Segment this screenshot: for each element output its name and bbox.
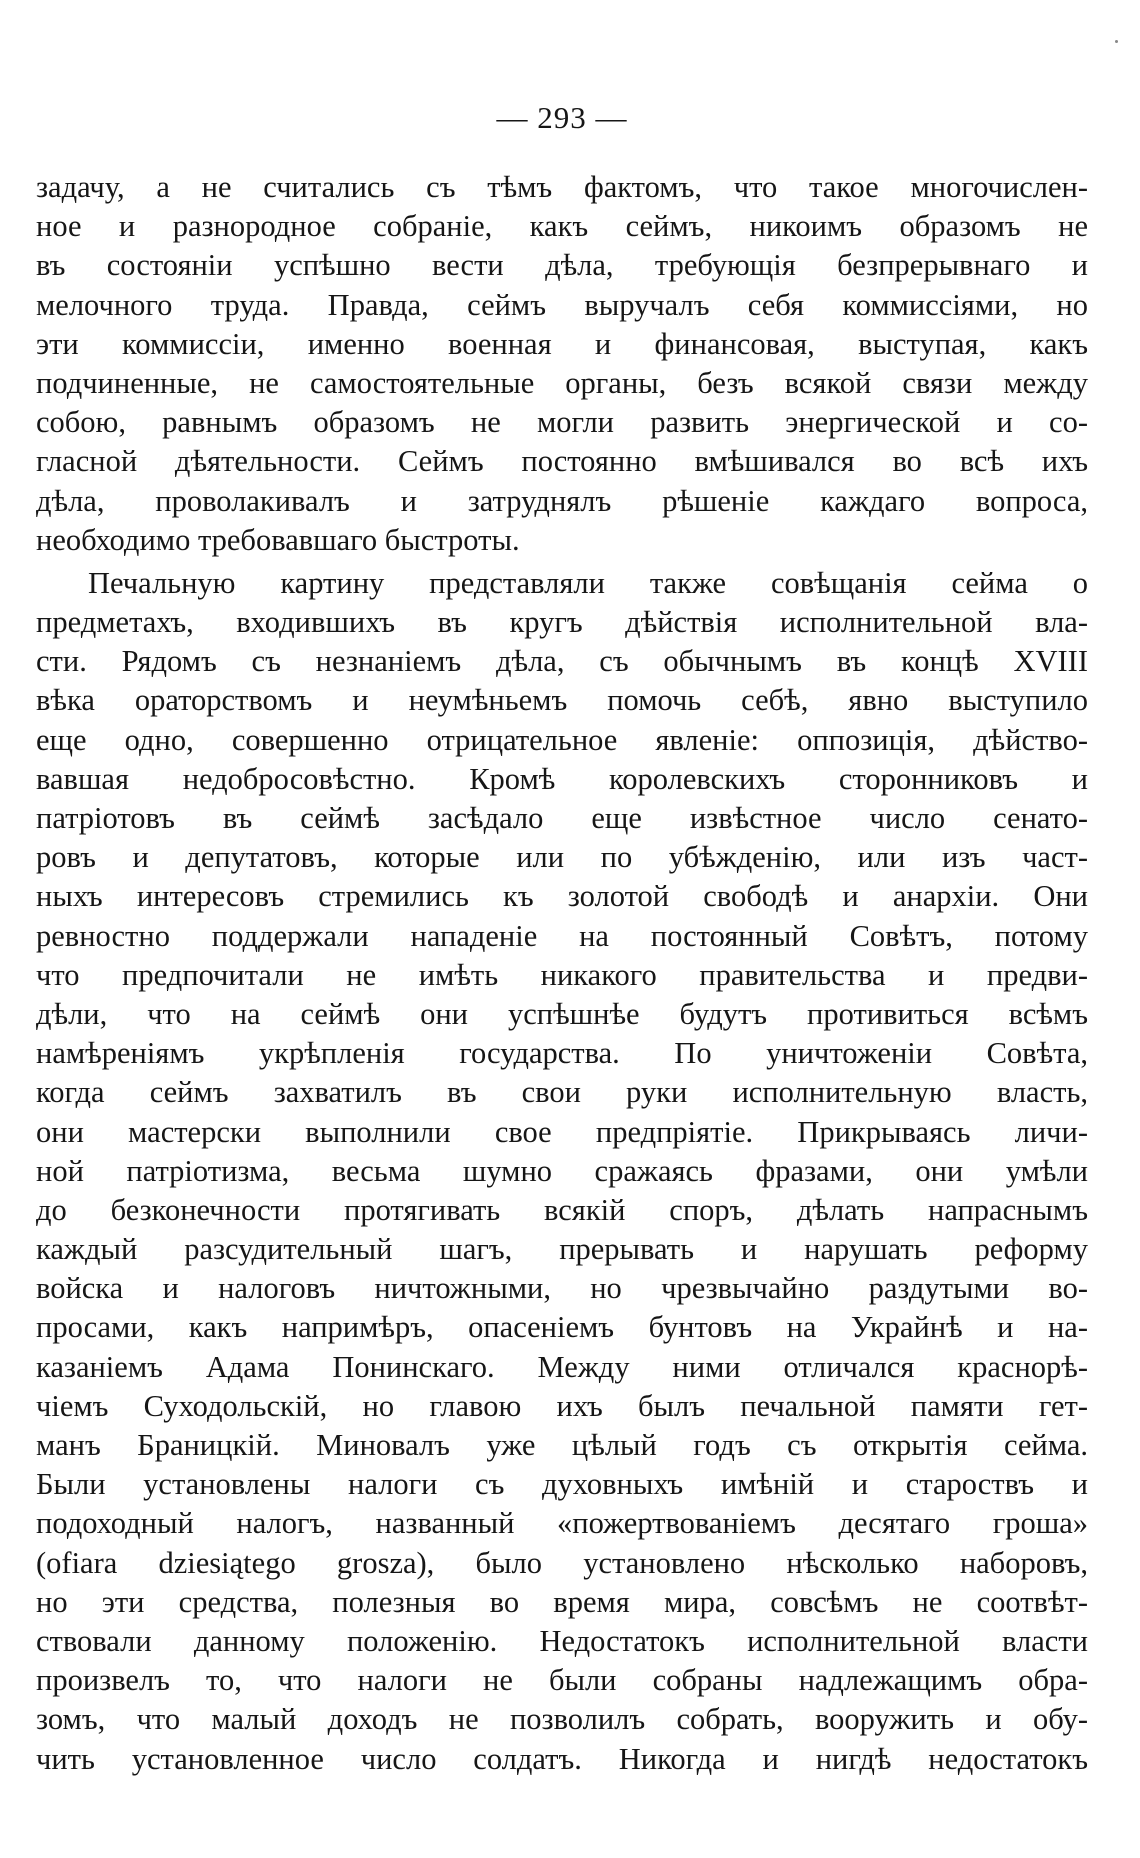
text-line: ствовали данному положенію. Недостатокъ исполнительной власти [36,1623,1088,1658]
text-line: предметахъ, входившихъ въ кругъ дѣйствія исполнительной вла- [36,605,1088,640]
text-line: (ofiara dziesiątego grosza), было установлено нѣсколько наборовъ, [36,1545,1088,1580]
text-line: сти. Рядомъ съ незнаніемъ дѣла, съ обычнымъ въ концѣ XVIII [36,644,1088,679]
text-line: Были установлены налоги съ духовныхъ имѣній и староствъ и [36,1467,1088,1502]
text-line: они мастерски выполнили свое предпріятіе. Прикрываясь личи- [36,1114,1088,1149]
text-line: въ состояніи успѣшно вести дѣла, требующія безпрерывнаго и [36,248,1088,283]
text-line: чіемъ Суходольскій, но главою ихъ былъ печальной памяти гет- [36,1388,1088,1423]
text-line: ревностно поддержали нападеніе на постоянный Совѣтъ, потому [36,918,1088,953]
text-line: намѣреніямъ укрѣпленія государства. По уничтоженіи Совѣта, [36,1036,1088,1071]
text-line: подчиненные, не самостоятельные органы, безъ всякой связи между [36,365,1088,400]
text-line: вѣка ораторствомъ и неумѣньемъ помочь себѣ, явно выступило [36,683,1088,718]
text-line: еще одно, совершенно отрицательное явленіе: оппозиція, дѣйство- [36,722,1088,757]
text-line: мелочного труда. Правда, сеймъ выручалъ себя коммиссіями, но [36,287,1088,322]
paper-speck [1115,40,1118,43]
text-line: казаніемъ Адама Понинскаго. Между ними отличался краснорѣ- [36,1349,1088,1384]
text-line: произвелъ то, что налоги не были собраны надлежащимъ обра- [36,1663,1088,1698]
text-line: задачу, а не считались съ тѣмъ фактомъ, что такое многочислен- [36,170,1088,204]
text-line: до безконечности протягивать всякій споръ, дѣлать напраснымъ [36,1192,1088,1227]
text-line: патріотовъ въ сеймѣ засѣдало еще извѣстное число сенато- [36,801,1088,835]
text-line: собою, равнымъ образомъ не могли развить энергической и со- [36,405,1088,440]
text-line: просами, какъ напримѣръ, опасеніемъ бунтовъ на Украйнѣ и на- [36,1310,1088,1345]
book-page [36,0,1088,1858]
text-line: что предпочитали не имѣть никакого правительства и предви- [36,957,1088,992]
text-line: дѣла, проволакивалъ и затруднялъ рѣшеніе каждаго вопроса, [36,483,1088,518]
text-line: когда сеймъ захватилъ въ свои руки исполнительную власть, [36,1075,1088,1110]
text-line: необходимо требовавшаго быстроты. [36,522,520,557]
paragraph-1 [36,168,1088,560]
text-line: дѣли, что на сеймѣ они успѣшнѣе будутъ противиться всѣмъ [36,996,1088,1031]
text-line: ное и разнородное собраніе, какъ сеймъ, никоимъ образомъ не [36,209,1088,244]
paragraph-2 [36,564,1088,1779]
text-line: ныхъ интересовъ стремились къ золотой свободѣ и анархіи. Они [36,879,1088,914]
text-line: каждый разсудительный шагъ, прерывать и нарушать реформу [36,1232,1088,1267]
text-line: эти коммиссіи, именно военная и финансовая, выступая, какъ [36,326,1088,361]
text-line: чить установленное число солдатъ. Никогда и нигдѣ недостатокъ [36,1741,1088,1776]
page-number: — 293 — [496,100,628,135]
text-line: ной патріотизма, весьма шумно сражаясь фразами, они умѣли [36,1153,1088,1188]
text-line: но эти средства, полезныя во время мира, совсѣмъ не соотвѣт- [36,1584,1088,1619]
text-line: ровъ и депутатовъ, которые или по убѣжденію, или изъ част- [36,840,1088,875]
body-text [36,168,1088,1779]
text-line: Печальную картину представляли также совѣщанія сейма о [88,565,1088,600]
text-line: зомъ, что малый доходъ не позволилъ собрать, вооружить и обу- [36,1702,1088,1737]
text-line: войска и налоговъ ничтожными, но чрезвычайно раздутыми во- [36,1271,1088,1306]
text-line: вавшая недобросовѣстно. Кромѣ королевскихъ сторонниковъ и [36,761,1088,796]
text-line: гласной дѣятельности. Сеймъ постоянно вмѣшивался во всѣ ихъ [36,444,1088,479]
text-line: подоходный налогъ, названный «пожертвованіемъ десятаго гроша» [36,1506,1088,1541]
text-line: манъ Браницкій. Миновалъ уже цѣлый годъ съ открытія сейма. [36,1428,1088,1462]
